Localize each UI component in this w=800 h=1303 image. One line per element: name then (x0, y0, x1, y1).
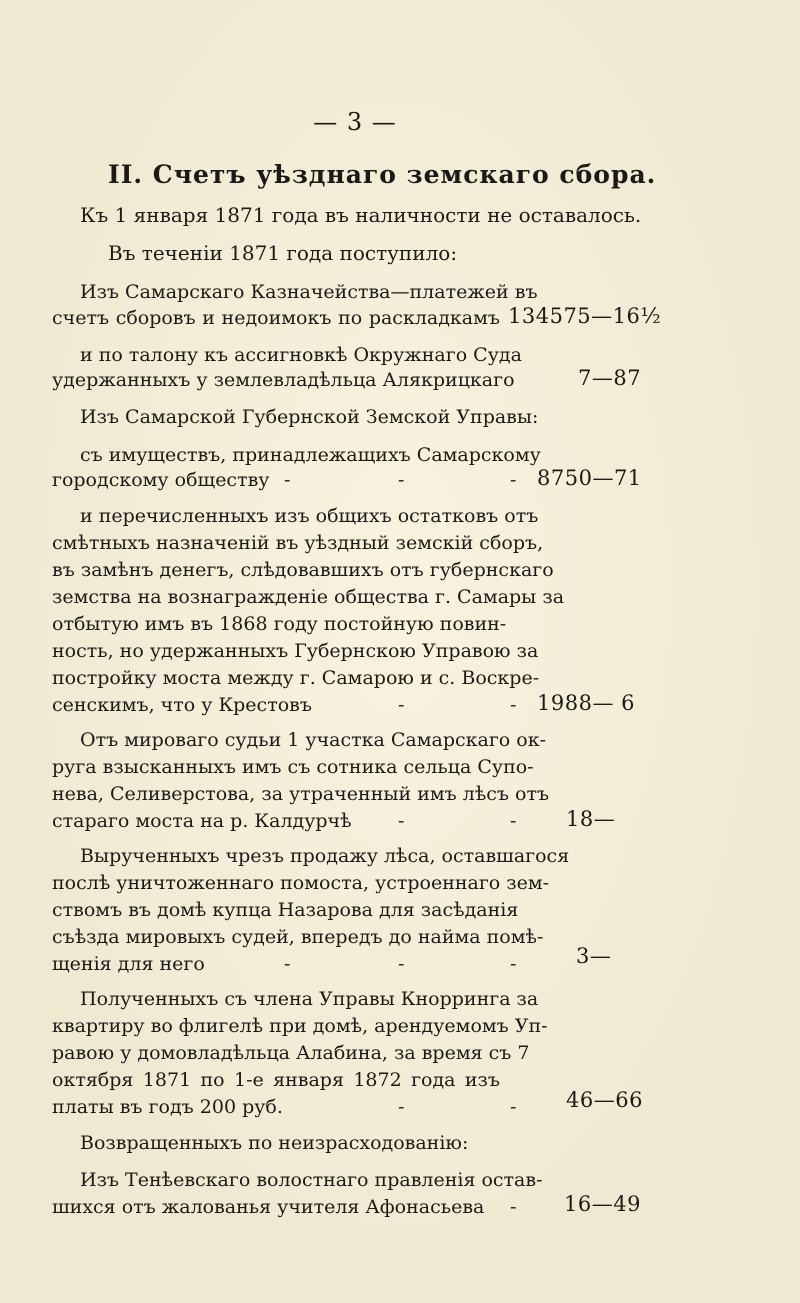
filler-dash: - (510, 694, 517, 716)
entry-line-text: съѣзда мировыхъ судей, впередъ до найма помѣ- (52, 926, 544, 948)
subheading-text: Изъ Самарской Губернской Земской Управы: (80, 406, 539, 428)
entry-line-text: октября 1871 по 1-е января 1872 года изъ (52, 1069, 500, 1091)
entry-amount: 16—49 (564, 1192, 641, 1216)
filler-dash: - (510, 953, 517, 975)
filler-dash: - (284, 469, 291, 491)
entry-line-text: земства на вознагражденіе общества г. Самары за (52, 586, 565, 608)
entry-line-text: щенія для него (52, 953, 205, 975)
entry-line-text: ность, но удержанныхъ Губернскою Управою за (52, 640, 539, 662)
entry-line-text: стараго моста на р. Калдурчѣ (52, 810, 352, 832)
entry-line-text: послѣ уничтоженнаго помоста, устроеннаго зем- (52, 872, 550, 894)
entry-line-text: платы въ годъ 200 руб. (52, 1096, 283, 1118)
entry-line-text: руга взысканныхъ имъ съ сотника сельца Супо- (52, 756, 534, 778)
section-heading: II. Счетъ уѣзднаго земскаго сбора. (108, 160, 657, 189)
filler-dash: - (510, 469, 517, 491)
entry-amount: 18— (566, 807, 616, 831)
entry-amount: 7—87 (578, 366, 642, 390)
entry-line-text: нева, Селиверстова, за утраченный имъ лѣсъ отъ (52, 783, 550, 805)
entry-line-text: съ имуществъ, принадлежащихъ Самарскому (80, 444, 541, 466)
entry-amount: 8750—71 (537, 466, 642, 490)
entry-line-text: удержанныхъ у землевладѣльца Алякрицкаго (52, 369, 515, 391)
entry-line-text: Изъ Самарскаго Казначейства—платежей въ (80, 281, 538, 303)
filler-dash: - (398, 469, 405, 491)
entry-line-text: смѣтныхъ назначеній въ уѣздный земскій сборъ, (52, 532, 544, 554)
entry-line-text: Изъ Тенѣевскаго волостнаго правленія остав- (80, 1169, 543, 1191)
balance-text: Къ 1 января 1871 года въ наличности не оставалось. (80, 203, 642, 227)
filler-dash: - (398, 1096, 405, 1118)
filler-dash: - (510, 1196, 517, 1218)
filler-dash: - (398, 694, 405, 716)
entry-line-text: счетъ сборовъ и недоимокъ по раскладкамъ (52, 307, 500, 329)
entry-line-text: ствомъ въ домѣ купца Назарова для засѣданія (52, 899, 519, 921)
entry-line-text: Отъ мироваго судьи 1 участка Самарскаго ок- (80, 729, 547, 751)
entry-line-text: сенскимъ, что у Крестовъ (52, 694, 312, 716)
entry-line-text: и перечисленныхъ изъ общихъ остатковъ отъ (80, 505, 539, 527)
page-number: — 3 — (313, 108, 397, 136)
entry-amount: 46—66 (566, 1088, 643, 1112)
filler-dash: - (398, 953, 405, 975)
filler-dash: - (510, 810, 517, 832)
entry-line-text: городскому обществу (52, 469, 270, 491)
entry-line-text: постройку моста между г. Самарою и с. Воскре- (52, 667, 540, 689)
entry-amount: 1988— 6 (537, 691, 635, 715)
entry-line-text: шихся отъ жалованья учителя Афонасьева (52, 1196, 485, 1218)
entry-line-text: равою у домовладѣльца Алабина, за время съ 7 (52, 1042, 530, 1064)
entry-line-text: квартиру во флигелѣ при домѣ, арендуемомъ Уп- (52, 1015, 548, 1037)
entry-line-text: въ замѣнъ денегъ, слѣдовавшихъ отъ губернскаго (52, 559, 554, 581)
subheading-text: Возвращенныхъ по неизрасходованію: (80, 1132, 469, 1154)
filler-dash: - (398, 810, 405, 832)
entry-line-text: и по талону къ ассигновкѣ Окружнаго Суда (80, 344, 522, 366)
received-text: Въ теченіи 1871 года поступило: (108, 241, 458, 265)
entry-amount: 134575—16½ (508, 304, 662, 328)
entry-line-text: Вырученныхъ чрезъ продажу лѣса, оставшагося (80, 845, 570, 867)
filler-dash: - (284, 953, 291, 975)
filler-dash: - (510, 1096, 517, 1118)
entry-line-text: Полученныхъ съ члена Управы Кнорринга за (80, 988, 539, 1010)
entry-amount: 3— (576, 944, 612, 968)
entry-line-text: отбытую имъ въ 1868 году постойную повин- (52, 613, 507, 635)
